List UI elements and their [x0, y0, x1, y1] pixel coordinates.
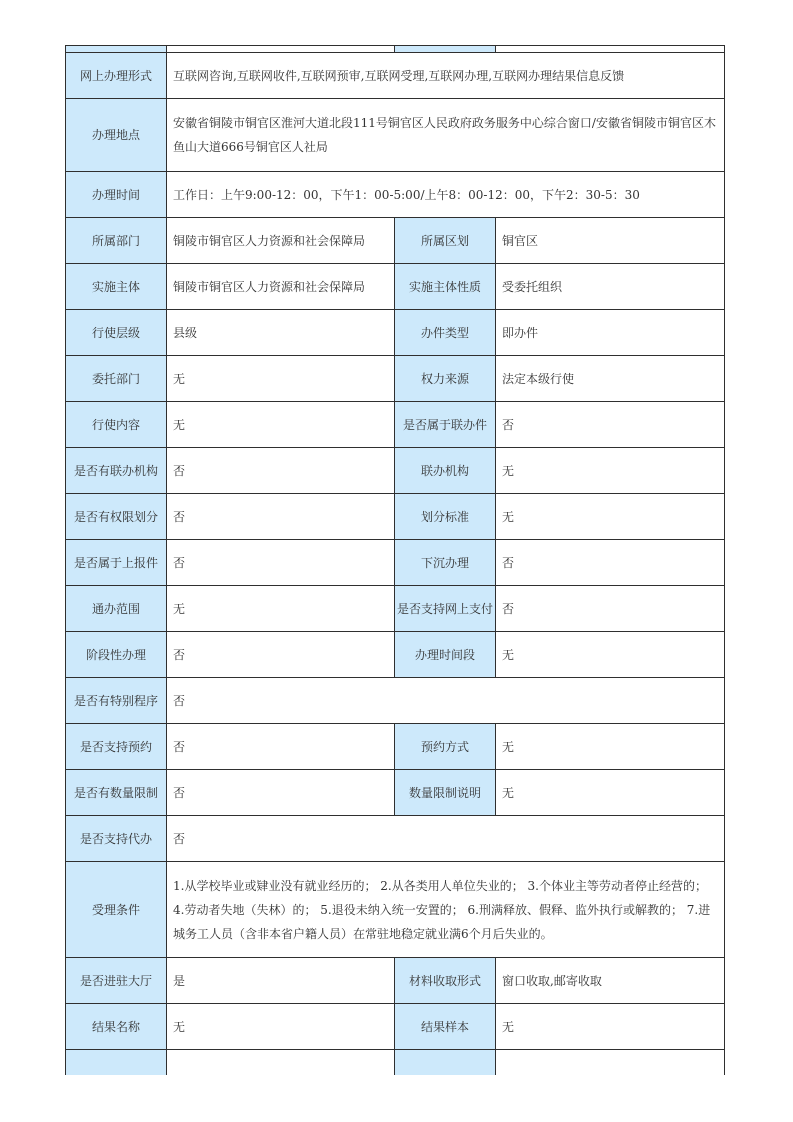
hours-value: 工作日：上午9:00-12：00，下午1：00-5:00/上午8：00-12：00，下午2：30-5：30: [167, 172, 725, 218]
division-standard-label: 划分标准: [395, 494, 496, 540]
table-row: [66, 264, 725, 310]
implementer-nature-value: 受委托组织: [496, 264, 725, 310]
sink-handling-label: 下沉办理: [395, 540, 496, 586]
appointment-method-label: 预约方式: [395, 724, 496, 770]
special-procedure-label: 是否有特别程序: [66, 678, 167, 724]
reported-case-label: 是否属于上报件: [66, 540, 167, 586]
quantity-limit-note-value: 无: [496, 770, 725, 816]
value-cell-empty: [167, 46, 395, 53]
table-row: [66, 448, 725, 494]
table-row-cutoff-top: [66, 46, 725, 53]
table-row: [66, 632, 725, 678]
item-detail-sheet: [65, 45, 725, 1075]
has-joint-agency-value: 否: [167, 448, 395, 494]
sink-handling-value: 否: [496, 540, 725, 586]
table-row: [66, 172, 725, 218]
label-cell-empty: [66, 46, 167, 53]
exercise-level-label: 行使层级: [66, 310, 167, 356]
staged-handling-value: 否: [167, 632, 395, 678]
case-type-label: 办件类型: [395, 310, 496, 356]
in-hall-value: 是: [167, 958, 395, 1004]
material-collection-value: 窗口收取,邮寄收取: [496, 958, 725, 1004]
online-form-value: 互联网咨询,互联网收件,互联网预审,互联网受理,互联网办理,互联网办理结果信息反馈: [167, 53, 725, 99]
special-procedure-value: 否: [167, 678, 725, 724]
joint-case-value: 否: [496, 402, 725, 448]
implementer-label: 实施主体: [66, 264, 167, 310]
hours-label: 办理时间: [66, 172, 167, 218]
handling-period-value: 无: [496, 632, 725, 678]
label-cell-empty: [66, 1050, 167, 1076]
reported-case-value: 否: [167, 540, 395, 586]
department-value: 铜陵市铜官区人力资源和社会保障局: [167, 218, 395, 264]
label-cell-empty: [395, 1050, 496, 1076]
implementer-value: 铜陵市铜官区人力资源和社会保障局: [167, 264, 395, 310]
handling-period-label: 办理时间段: [395, 632, 496, 678]
has-authority-division-value: 否: [167, 494, 395, 540]
exercise-level-value: 县级: [167, 310, 395, 356]
table-row: [66, 494, 725, 540]
acceptance-conditions-value: 1.从学校毕业或肄业没有就业经历的； 2.从各类用人单位失业的； 3.个体业主等劳动者停止经营的； 4.劳动者失地（失林）的； 5.退役未纳入统一安置的； 6.刑满释放、假释、监外执行或解教的； 7.进城务工人员（含非本省户籍人员）在常驻地稳定就业满6个月后失业的。: [167, 862, 725, 958]
district-value: 铜官区: [496, 218, 725, 264]
quantity-limit-value: 否: [167, 770, 395, 816]
table-row: [66, 310, 725, 356]
authority-source-label: 权力来源: [395, 356, 496, 402]
table-row: [66, 540, 725, 586]
authority-source-value: 法定本级行使: [496, 356, 725, 402]
table-row: [66, 1004, 725, 1050]
table-row: [66, 402, 725, 448]
table-row: [66, 862, 725, 958]
quantity-limit-label: 是否有数量限制: [66, 770, 167, 816]
universal-scope-value: 无: [167, 586, 395, 632]
appointment-support-value: 否: [167, 724, 395, 770]
value-cell-empty: [496, 46, 725, 53]
value-cell-empty: [167, 1050, 395, 1076]
implementer-nature-label: 实施主体性质: [395, 264, 496, 310]
proxy-support-label: 是否支持代办: [66, 816, 167, 862]
acceptance-conditions-label: 受理条件: [66, 862, 167, 958]
joint-agency-label: 联办机构: [395, 448, 496, 494]
result-sample-value: 无: [496, 1004, 725, 1050]
table-row: [66, 678, 725, 724]
department-label: 所属部门: [66, 218, 167, 264]
appointment-method-value: 无: [496, 724, 725, 770]
result-name-label: 结果名称: [66, 1004, 167, 1050]
table-row: [66, 724, 725, 770]
online-form-label: 网上办理形式: [66, 53, 167, 99]
district-label: 所属区划: [395, 218, 496, 264]
joint-agency-value: 无: [496, 448, 725, 494]
division-standard-value: 无: [496, 494, 725, 540]
location-value: 安徽省铜陵市铜官区淮河大道北段111号铜官区人民政府政务服务中心综合窗口/安徽省铜陵市铜官区木鱼山大道666号铜官区人社局: [167, 99, 725, 172]
result-sample-label: 结果样本: [395, 1004, 496, 1050]
case-type-value: 即办件: [496, 310, 725, 356]
value-cell-empty: [496, 1050, 725, 1076]
appointment-support-label: 是否支持预约: [66, 724, 167, 770]
item-info-table: [65, 45, 725, 1075]
table-row-cutoff-bottom: [66, 1050, 725, 1076]
in-hall-label: 是否进驻大厅: [66, 958, 167, 1004]
table-row: [66, 770, 725, 816]
location-label: 办理地点: [66, 99, 167, 172]
table-row: [66, 218, 725, 264]
label-cell-empty: [395, 46, 496, 53]
table-row: [66, 958, 725, 1004]
result-name-value: 无: [167, 1004, 395, 1050]
table-row: [66, 356, 725, 402]
table-row: [66, 53, 725, 99]
table-row: [66, 586, 725, 632]
online-payment-label: 是否支持网上支付: [395, 586, 496, 632]
online-payment-value: 否: [496, 586, 725, 632]
joint-case-label: 是否属于联办件: [395, 402, 496, 448]
table-row: [66, 99, 725, 172]
quantity-limit-note-label: 数量限制说明: [395, 770, 496, 816]
exercise-content-label: 行使内容: [66, 402, 167, 448]
material-collection-label: 材料收取形式: [395, 958, 496, 1004]
has-joint-agency-label: 是否有联办机构: [66, 448, 167, 494]
delegating-dept-value: 无: [167, 356, 395, 402]
proxy-support-value: 否: [167, 816, 725, 862]
exercise-content-value: 无: [167, 402, 395, 448]
universal-scope-label: 通办范围: [66, 586, 167, 632]
staged-handling-label: 阶段性办理: [66, 632, 167, 678]
has-authority-division-label: 是否有权限划分: [66, 494, 167, 540]
table-row: [66, 816, 725, 862]
delegating-dept-label: 委托部门: [66, 356, 167, 402]
